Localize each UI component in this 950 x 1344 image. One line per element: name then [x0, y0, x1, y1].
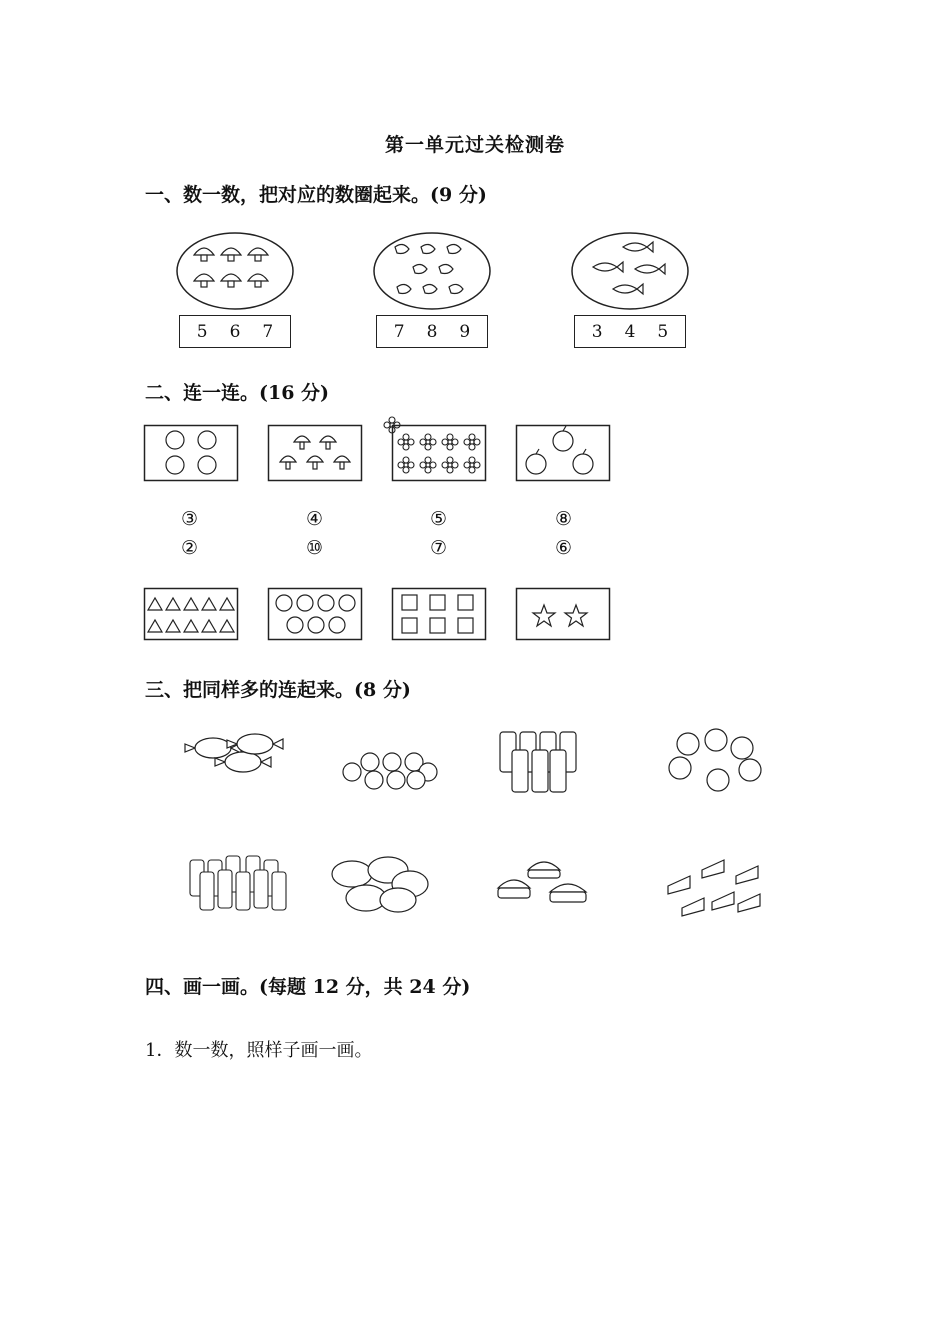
number-label[interactable]: ④: [306, 508, 324, 530]
number-label[interactable]: ⑥: [555, 537, 573, 559]
section3-heading: 三、把同样多的连起来。(8 分): [145, 679, 411, 701]
number-label[interactable]: ⑤: [430, 508, 448, 530]
choice-number[interactable]: 4: [624, 321, 636, 342]
cake-slices-picture[interactable]: [662, 856, 768, 922]
triangles-box[interactable]: [144, 588, 238, 640]
stars-box[interactable]: [516, 588, 610, 640]
question-1: 1．数一数，照样子画一画。: [145, 1040, 373, 1061]
number-label[interactable]: ⑦: [430, 537, 448, 559]
number-label[interactable]: ⑩: [306, 537, 324, 559]
circles-box[interactable]: [268, 588, 362, 640]
flowers-box[interactable]: [392, 425, 486, 481]
large-apples-picture[interactable]: [664, 726, 764, 796]
potatoes-picture[interactable]: [328, 852, 430, 914]
choice-number[interactable]: 7: [393, 321, 405, 342]
bottles-picture[interactable]: [496, 722, 582, 794]
choice-number[interactable]: 6: [229, 321, 241, 342]
choice-number[interactable]: 8: [426, 321, 438, 342]
choice-number[interactable]: 3: [591, 321, 603, 342]
number-label[interactable]: ②: [181, 537, 199, 559]
choice-box-2: [376, 315, 488, 348]
water-bottles-picture[interactable]: [188, 850, 288, 912]
number-label[interactable]: ⑧: [555, 508, 573, 530]
section2-heading: 二、连一连。(16 分): [145, 382, 330, 404]
choice-number[interactable]: 9: [459, 321, 471, 342]
shrimp-oval-picture: [373, 231, 493, 311]
choice-number[interactable]: 5: [196, 321, 208, 342]
choice-number[interactable]: 7: [262, 321, 274, 342]
page-title: 第一单元过关检测卷: [384, 134, 565, 156]
choice-box-3: [574, 315, 686, 348]
apples-box[interactable]: [516, 425, 610, 481]
squares-box[interactable]: [392, 588, 486, 640]
section1-heading: 一、数一数，把对应的数圈起来。(9 分): [145, 184, 487, 206]
candies-picture[interactable]: [183, 728, 287, 780]
small-apples-picture[interactable]: [340, 742, 440, 792]
section4-heading: 四、画一画。(每题 12 分，共 24 分): [145, 976, 471, 998]
oranges-box[interactable]: [144, 425, 238, 481]
mushrooms-box[interactable]: [268, 425, 362, 481]
choice-number[interactable]: 5: [657, 321, 669, 342]
choice-box-1: [179, 315, 291, 348]
fish-oval-picture: [571, 231, 691, 311]
hamburgers-picture[interactable]: [494, 854, 598, 912]
number-label[interactable]: ③: [181, 508, 199, 530]
mushroom-oval-picture: [176, 231, 296, 311]
